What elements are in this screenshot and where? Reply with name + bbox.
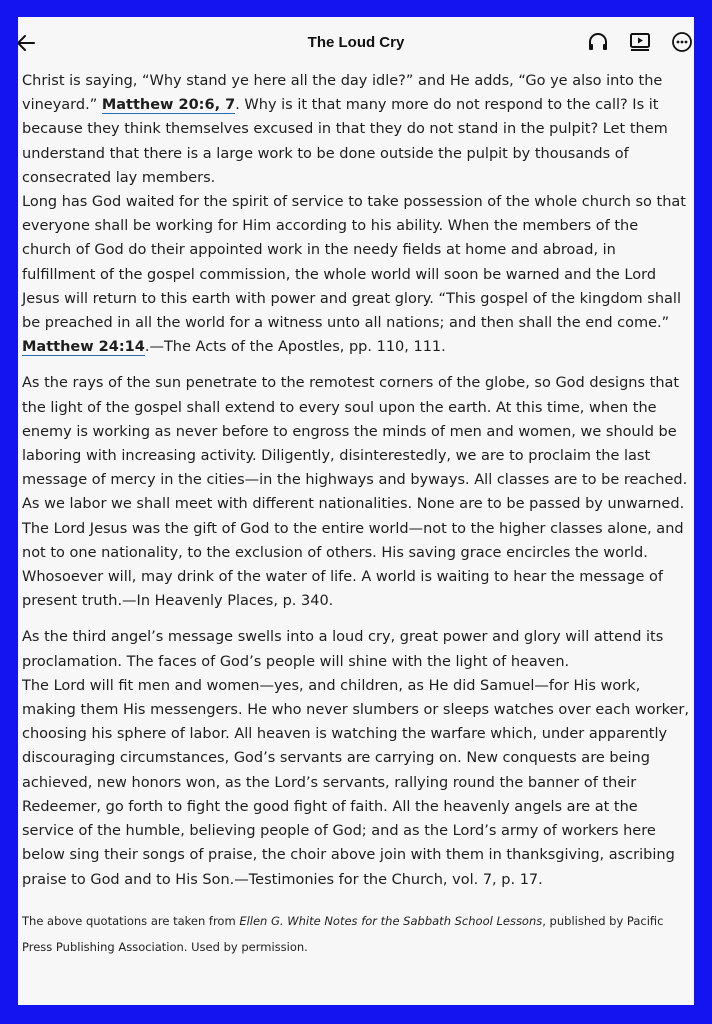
- video-button[interactable]: [628, 30, 652, 54]
- paragraph: Long has God waited for the spirit of service to take possession of the whole church so that everyone shall be working for Him according to his ability. When the members of the church of God do their appointed work in the needy fields at home and abroad, in fulfillment of the gospel commission, the whole world will soon be warned and the Lord Jesus will return to this earth with power and great glory. “This gospel of the kingdom shall be preached in all the world for a witness unto all nations; and then shall the end come.” Matthew 24:14.—The Acts of the Apostles, pp. 110, 111.: [22, 194, 686, 356]
- more-options-button[interactable]: [670, 30, 694, 54]
- top-bar: [18, 17, 694, 69]
- headphones-icon: [586, 30, 610, 54]
- copyright-footer: The above quotations are taken from Ellen G. White Notes for the Sabbath School Lessons, published by Pacific Press Publishing Association. Used by permission.: [22, 913, 664, 954]
- scripture-link-matthew-24-14[interactable]: Matthew 24:14: [22, 339, 145, 356]
- reading-content: [18, 69, 694, 892]
- paragraph: As the third angel’s message swells into a loud cry, great power and glory will attend its proclamation. The faces of God’s people will shine with the light of heaven.: [22, 629, 664, 670]
- paragraph: As the rays of the sun penetrate to the remotest corners of the globe, so God designs that the light of the gospel shall extend to every soul upon the earth. At this time, when the enemy is working as never before to engross the minds of men and women, we should be laboring with increasing activity. Diligently, disinterestedly, we are to proclaim the last message of mercy in the cities—in the highways and byways. All classes are to be reached. As we labor we shall meet with different nationalities. None are to be passed by unwarned. The Lord Jesus was the gift of God to the entire world—not to the higher classes alone, and not to one nationality, to the exclusion of others. His saving grace encircles the world. Whosoever will, may drink of the water of life. A world is waiting to hear the message of present truth.—In Heavenly Places, p. 340.: [22, 375, 688, 610]
- play-video-icon: [628, 30, 652, 54]
- paragraph: Christ is saying, “Why stand ye here all the day idle?” and He adds, “Go ye also into the vineyard.” Matthew 20:6, 7. Why is it that many more do not respond to the call? Is it because they think themselves excused in that they do not stand in the pulpit? Let them understand that there is a large work to be done outside the pulpit by thousands of consecrated lay members.: [22, 73, 668, 186]
- page-title: The Loud Cry: [307, 34, 405, 51]
- paragraph: The Lord will fit men and women—yes, and children, as He did Samuel—for His work, making them His messengers. He who never slumbers or sleeps watches over each worker, choosing his sphere of labor. All heaven is watching the warfare which, under apparently discouraging circumstances, God’s servants are carrying on. New conquests are being achieved, new honors won, as the Lord’s servants, rallying round the banner of their Redeemer, go forth to fight the good fight of faith. All the heavenly angels are at the service of the humble, believing people of God; and as the Lord’s army of workers here below sing their songs of praise, the choir above join with them in thanksgiving, ascribing praise to God and to His Son.—Testimonies for the Church, vol. 7, p. 17.: [22, 677, 689, 888]
- app-window: [18, 17, 694, 1005]
- more-options-icon: [670, 30, 694, 54]
- audio-button[interactable]: [586, 30, 610, 54]
- scripture-link-matthew-20-6-7[interactable]: Matthew 20:6, 7: [101, 97, 236, 114]
